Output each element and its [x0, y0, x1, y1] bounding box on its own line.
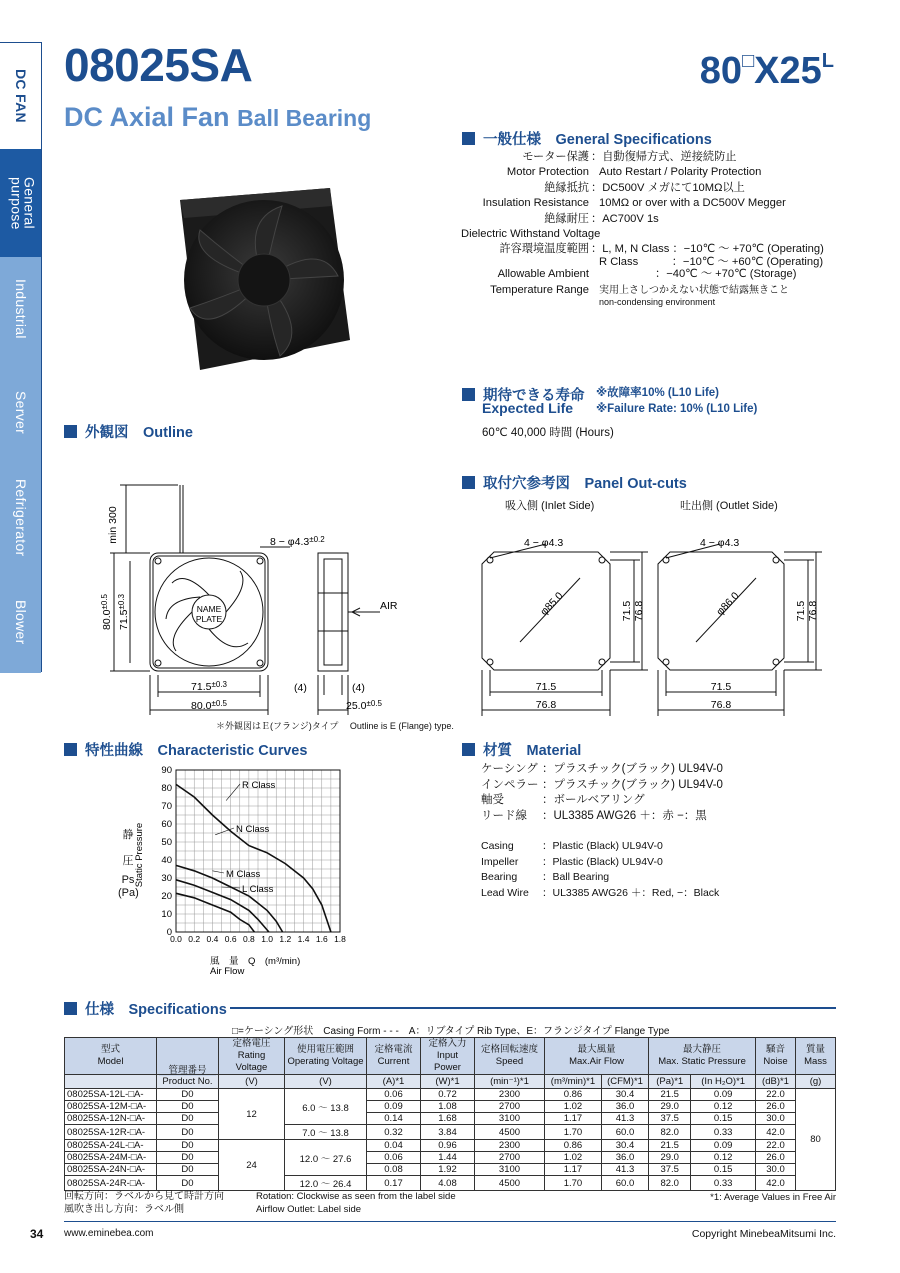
sidebar-tab-blower[interactable]: Blower: [0, 571, 41, 673]
section-marker: [462, 132, 475, 145]
table-cell: 37.5: [649, 1113, 691, 1125]
table-cell: 30.4: [601, 1140, 648, 1152]
subtitle-bearing: Ball Bearing: [237, 105, 372, 131]
table-cell: 41.3: [601, 1164, 648, 1176]
th-voltage: 定格電圧 Rating Voltage: [219, 1038, 285, 1075]
th-pno-en: 管理番号 Product No.: [157, 1075, 219, 1089]
footer-divider: [64, 1221, 836, 1222]
y-tick-label: 30: [161, 873, 172, 884]
section-marker: [462, 388, 475, 401]
expected-life-value: 60℃ 40,000 時間 (Hours): [482, 427, 614, 439]
table-cell: 12: [219, 1089, 285, 1140]
y-tick-label: 20: [161, 891, 172, 902]
table-cell: 7.0 ～ 13.8: [285, 1125, 367, 1140]
outline-note: ＊外観図はＥ(フランジ)タイプ Outline is E (Flange) type.: [216, 721, 454, 731]
spec-table: 型式 Model 定格電圧 Rating Voltage 使用電圧範囲 Operating Voltage 定格電流 Current 定格入力 Input Power 定格回転速度 Speed 最大風量 Max.Air Flow 最大静圧 Max. Static Pressure 騒音 Noise 質量 Mass 管理番号 Product No. (V) (V) (A)*1 (W)*1 (min⁻¹)*1 (m³/min)*1 (CFM)*1 (Pa)*1 (In H₂O)*1 (dB)*1 (g) 08025SA-12L-□A- D0 12 6.0 ～ 13.8 0.06 0.72 2300 0.86 30.4 21.5 0.09 22.0 80 08025SA-12M-□A- D0 0.09 1.08 2700 1.02 36.0 29.0 0.12 26.0 08025SA-12N-□A- D0 0.14 1.68 3100 1.17 41.3 37.5 0.15 30.0 08025SA-12R-□A- D0 7.0 ～ 13.8 0.32 3.84 4500 1.70 60.0 82.0 0.33 42.0 08025SA-24L-□A- D0 24 12.0 ～ 27.6 0.04 0.96 2300 0.86 30.4 21.5 0.09 22.0 08025SA-24M-□A- D0 0.06 1.44 2700 1.02 36.0 29.0 0.12 26.0 08025SA-24N-□A- D0 0.08 1.92 3100 1.17 41.3 37.5 0.15 30.0 08025SA-24R-□A- D0 12.0 ～ 26.4 0.17 4.08 4500 1.70 60.0 82.0 0.33 42.0: [64, 1037, 836, 1191]
series-label: R Class: [242, 780, 276, 791]
table-cell: D0: [157, 1125, 219, 1140]
table-cell: 12.0 ～ 27.6: [285, 1140, 367, 1176]
outline-drawing: [90, 475, 450, 720]
table-cell: 4500: [475, 1176, 545, 1191]
size-suffix: L: [821, 50, 834, 72]
hole-label-inlet: 4 − φ4.3: [524, 537, 564, 549]
spec-divider: [230, 1007, 836, 1009]
table-cell: D0: [157, 1101, 219, 1113]
x-tick-label: 0.4: [206, 934, 219, 944]
table-cell: 1.17: [545, 1164, 602, 1176]
series-line-r-class: [176, 784, 331, 932]
outlet-label: 吐出側 (Outlet Side): [680, 500, 778, 512]
table-cell: 0.86: [545, 1140, 602, 1152]
size-prefix: 80: [699, 50, 743, 92]
table-cell: 60.0: [601, 1125, 648, 1140]
series-leader: [212, 871, 224, 873]
table-cell: 30.0: [756, 1113, 796, 1125]
section-marker: [462, 476, 475, 489]
table-cell: 37.5: [649, 1164, 691, 1176]
sidebar-tab-server[interactable]: Server: [0, 361, 41, 465]
dim-inlet-v2: 76.8: [633, 600, 645, 622]
x-tick-label: 0.6: [224, 934, 237, 944]
table-cell: 08025SA-12M-□A-: [65, 1101, 157, 1113]
table-cell: 0.14: [367, 1113, 421, 1125]
x-tick-label: 1.4: [297, 934, 310, 944]
average-note: *1: Average Values in Free Air: [710, 1192, 836, 1203]
table-cell: 30.4: [601, 1089, 648, 1101]
table-cell: 2300: [475, 1089, 545, 1101]
table-cell: 41.3: [601, 1113, 648, 1125]
table-row: [65, 1089, 836, 1101]
table-cell: 08025SA-24M-□A-: [65, 1152, 157, 1164]
y-tick-label: 40: [161, 855, 172, 866]
outline-heading: 外観図 Outline: [64, 421, 193, 442]
curves-ylabel-jp: 静 圧 Ps (Pa): [118, 829, 139, 899]
table-cell: 2700: [475, 1101, 545, 1113]
table-cell: D0: [157, 1089, 219, 1101]
material-heading: 材質 Material: [462, 739, 581, 760]
inlet-label: 吸入側 (Inlet Side): [505, 500, 595, 512]
panel-cutout-drawing: [470, 530, 840, 720]
expected-life-en: Expected Life: [482, 400, 574, 416]
expected-life-heading: 期待できる寿命: [462, 384, 585, 405]
section-marker: [64, 425, 77, 438]
table-cell: D0: [157, 1140, 219, 1152]
section-marker: [64, 1002, 77, 1015]
dim-p4a: (4): [294, 682, 307, 694]
sidebar-tab-general-purpose[interactable]: General purpose: [0, 149, 41, 257]
dim-h2: $71.5^{\pm 0.3}$: [117, 594, 130, 630]
table-cell: 22.0: [756, 1140, 796, 1152]
table-cell: 21.5: [649, 1089, 691, 1101]
fan-size: [700, 50, 834, 93]
table-cell: 0.06: [367, 1089, 421, 1101]
dim-inlet-h2: 76.8: [535, 699, 557, 711]
series-label: M Class: [226, 869, 261, 880]
table-cell: 0.96: [421, 1140, 475, 1152]
product-subtitle: [64, 102, 371, 133]
table-cell: 30.0: [756, 1164, 796, 1176]
fan-product-photo: [160, 180, 356, 376]
y-tick-label: 90: [161, 765, 172, 776]
table-cell: 1.70: [545, 1176, 602, 1191]
table-cell: 0.86: [545, 1089, 602, 1101]
chart-ticks: [161, 765, 346, 944]
x-tick-label: 1.0: [261, 934, 274, 944]
rotation-note-jp: 回転方向：ラベルから見て時計方向 風吹き出し方向：ラベル側: [64, 1191, 224, 1215]
dim-outlet-v2: 76.8: [807, 600, 819, 622]
dim-w2: $80.0^{\pm 0.5}$: [191, 699, 227, 712]
table-cell: 0.33: [691, 1125, 756, 1140]
x-tick-label: 1.2: [279, 934, 292, 944]
dim-outlet-h2: 76.8: [710, 699, 732, 711]
series-line-l-class: [176, 893, 254, 932]
table-cell: 08025SA-24R-□A-: [65, 1176, 157, 1191]
table-cell: 0.72: [421, 1089, 475, 1101]
y-tick-label: 0: [166, 927, 172, 938]
table-cell: 0.15: [691, 1164, 756, 1176]
dia-inlet: φ85.0: [538, 589, 566, 618]
characteristic-chart: [130, 760, 360, 985]
table-cell: 42.0: [756, 1176, 796, 1191]
table-cell: 3100: [475, 1113, 545, 1125]
table-cell: 29.0: [649, 1152, 691, 1164]
table-cell: 1.02: [545, 1152, 602, 1164]
spec-heading: 仕様 Specifications: [64, 998, 227, 1019]
table-row: [65, 1164, 836, 1176]
dia-outlet: φ86.0: [714, 589, 742, 618]
dim-outlet-v1: 71.5: [795, 600, 807, 622]
table-cell: 22.0: [756, 1089, 796, 1101]
subtitle-main: DC Axial Fan: [64, 102, 230, 132]
y-tick-label: 60: [161, 819, 172, 830]
table-cell: 3100: [475, 1164, 545, 1176]
table-cell: 0.09: [691, 1089, 756, 1101]
panel-heading: 取付穴参考図 Panel Out-cuts: [462, 472, 687, 493]
y-tick-label: 10: [161, 909, 172, 920]
th-airflow: 最大風量 Max.Air Flow: [545, 1038, 649, 1075]
table-cell: D0: [157, 1113, 219, 1125]
table-cell: 0.12: [691, 1101, 756, 1113]
page-number: 34: [30, 1227, 44, 1241]
table-cell: 29.0: [649, 1101, 691, 1113]
material-list: ケーシング ：プラスチック(ブラック) UL94V-0 インペラー ：プラスチック(ブラック) UL94V-0 軸受 ：ボールベアリング リード線 ：UL3385 AWG26 ＋：赤 −：黒 Casing ：Plastic (Black) UL94V-0 Impeller ：Plastic (Black) UL94V-0 Bearing ：Ball Bearing Lead Wire ：UL3385 AWG26 ＋：Red, −：Black: [481, 763, 723, 899]
table-cell: 08025SA-12N-□A-: [65, 1113, 157, 1125]
th-operating: 使用電圧範囲 Operating Voltage: [285, 1038, 367, 1075]
table-cell: 1.70: [545, 1125, 602, 1140]
x-tick-label: 0.8: [242, 934, 255, 944]
series-label: L Class: [242, 884, 274, 895]
name-label: NAME: [196, 604, 222, 614]
sidebar-tab-refrigerator[interactable]: Refrigerator: [0, 465, 41, 571]
sidebar-tab-dc-fan[interactable]: DC FAN: [0, 43, 41, 149]
general-spec-list: モーター保護 ：自動復帰方式、逆接続防止 Motor Protection Auto Restart / Polarity Protection 絶縁抵抗 ：DC500V メガにて10MΩ以上 Insulation Resistance 10MΩ or over with a DC500V Megger 絶縁耐圧 ：AC700V 1s Dielectric Withstand Voltage 許容環境温度範囲 ：L, M, N Class ：−10℃ ～ +70℃ (Operating) R Class ：−10℃ ～ +60℃ (Operating) Allowable Ambient ：−40℃ ～ +70℃ (Storage) Temperature Range 実用上さしつかえない状態で結露無きこと non-condensing environment: [461, 151, 824, 308]
chart-grid: [176, 770, 340, 932]
failure-rate-note: ※故障率10% (L10 Life) ※Failure Rate: 10% (L10 Life): [596, 387, 758, 415]
rotation-note-en: Rotation: Clockwise as seen from the label side Airflow Outlet: Label side: [256, 1191, 456, 1215]
table-cell: 12.0 ～ 26.4: [285, 1176, 367, 1191]
table-cell: D0: [157, 1176, 219, 1191]
table-cell: 0.09: [367, 1101, 421, 1113]
hole-label-outlet: 4 − φ4.3: [700, 537, 740, 549]
copyright: Copyright MinebeaMitsumi Inc.: [691, 1228, 836, 1240]
table-cell: 0.12: [691, 1152, 756, 1164]
website-link[interactable]: www.eminebea.com: [64, 1228, 154, 1239]
table-cell: 6.0 ～ 13.8: [285, 1089, 367, 1125]
table-cell: 0.06: [367, 1152, 421, 1164]
model-title: 08025SA: [64, 39, 253, 91]
chart-lines: [176, 784, 331, 932]
table-cell: 0.04: [367, 1140, 421, 1152]
sidebar-tab-industrial[interactable]: Industrial: [0, 257, 41, 361]
dim-d25: $25.0^{\pm 0.5}$: [346, 699, 382, 712]
table-cell: 82.0: [649, 1176, 691, 1191]
x-tick-label: 0.0: [170, 934, 182, 944]
table-cell: 36.0: [601, 1152, 648, 1164]
y-tick-label: 50: [161, 837, 172, 848]
table-cell: 08025SA-12R-□A-: [65, 1125, 157, 1140]
category-sidebar: [0, 42, 42, 672]
table-cell: 3.84: [421, 1125, 475, 1140]
table-cell: 1.92: [421, 1164, 475, 1176]
table-cell: 2300: [475, 1140, 545, 1152]
th-noise: 騒音 Noise: [756, 1038, 796, 1075]
dim-p4b: (4): [352, 682, 365, 694]
table-cell: 1.17: [545, 1113, 602, 1125]
table-row: [65, 1176, 836, 1191]
air-label: AIR: [380, 600, 398, 612]
dim-outlet-h1: 71.5: [710, 681, 732, 693]
th-mass: 質量 Mass: [796, 1038, 836, 1075]
table-cell: 80: [796, 1089, 836, 1191]
table-cell: 2700: [475, 1152, 545, 1164]
table-cell: 0.17: [367, 1176, 421, 1191]
curves-heading: 特性曲線 Characteristic Curves: [64, 739, 307, 760]
dim-inlet-h1: 71.5: [535, 681, 557, 693]
table-row: [65, 1152, 836, 1164]
table-cell: D0: [157, 1152, 219, 1164]
table-cell: 0.08: [367, 1164, 421, 1176]
table-cell: 26.0: [756, 1101, 796, 1113]
y-tick-label: 80: [161, 783, 172, 794]
table-cell: 1.02: [545, 1101, 602, 1113]
casing-form-note: □=ケーシング形状 Casing Form - - - A：リブタイプ Rib Type、E：フランジタイプ Flange Type: [232, 1026, 670, 1037]
table-cell: 08025SA-24L-□A-: [65, 1140, 157, 1152]
series-label: N Class: [236, 824, 270, 835]
th-input: 定格入力 Input Power: [421, 1038, 475, 1075]
chart-xlabel: 風 量 Q (m³/min): [210, 956, 301, 967]
table-cell: 1.08: [421, 1101, 475, 1113]
chart-ylabel-en: Static Pressure: [134, 822, 145, 888]
th-model-unit: [65, 1075, 157, 1089]
dim-hole: $8 - \varphi 4.3^{\pm 0.2}$: [270, 535, 325, 548]
table-row: [65, 1125, 836, 1140]
th-model: 型式 Model: [65, 1038, 157, 1075]
table-row: [65, 1140, 836, 1152]
dim-h1: $80.0^{\pm 0.5}$: [100, 594, 113, 630]
th-current: 定格電流 Current: [367, 1038, 421, 1075]
th-speed: 定格回転速度 Speed: [475, 1038, 545, 1075]
table-cell: 0.15: [691, 1113, 756, 1125]
table-row: [65, 1113, 836, 1125]
x-tick-label: 1.6: [315, 934, 328, 944]
table-cell: 36.0: [601, 1101, 648, 1113]
table-cell: 82.0: [649, 1125, 691, 1140]
section-marker: [462, 743, 475, 756]
size-mid: X25: [754, 50, 822, 92]
th-pressure: 最大静圧 Max. Static Pressure: [649, 1038, 756, 1075]
table-cell: D0: [157, 1164, 219, 1176]
x-tick-label: 1.8: [334, 934, 346, 944]
general-spec-heading: 一般仕様 General Specifications: [462, 128, 712, 149]
chart-xlabel-en: Air Flow: [210, 966, 245, 977]
table-cell: 08025SA-12L-□A-: [65, 1089, 157, 1101]
table-row: [65, 1101, 836, 1113]
table-cell: 1.68: [421, 1113, 475, 1125]
series-leader: [226, 784, 240, 801]
table-cell: 0.32: [367, 1125, 421, 1140]
dim-inlet-v1: 71.5: [621, 600, 633, 622]
table-cell: 08025SA-24N-□A-: [65, 1164, 157, 1176]
y-tick-label: 70: [161, 801, 172, 812]
table-cell: 4500: [475, 1125, 545, 1140]
table-cell: 0.33: [691, 1176, 756, 1191]
table-cell: 21.5: [649, 1140, 691, 1152]
size-mark: □: [742, 50, 755, 72]
section-marker: [64, 743, 77, 756]
dim-min300: min 300: [107, 506, 119, 544]
dim-w1: $71.5^{\pm 0.3}$: [191, 680, 227, 693]
plate-label: PLATE: [195, 614, 223, 624]
table-cell: 0.09: [691, 1140, 756, 1152]
table-cell: 60.0: [601, 1176, 648, 1191]
table-cell: 24: [219, 1140, 285, 1191]
table-cell: 26.0: [756, 1152, 796, 1164]
table-cell: 4.08: [421, 1176, 475, 1191]
x-tick-label: 0.2: [188, 934, 201, 944]
table-cell: 1.44: [421, 1152, 475, 1164]
table-cell: 42.0: [756, 1125, 796, 1140]
